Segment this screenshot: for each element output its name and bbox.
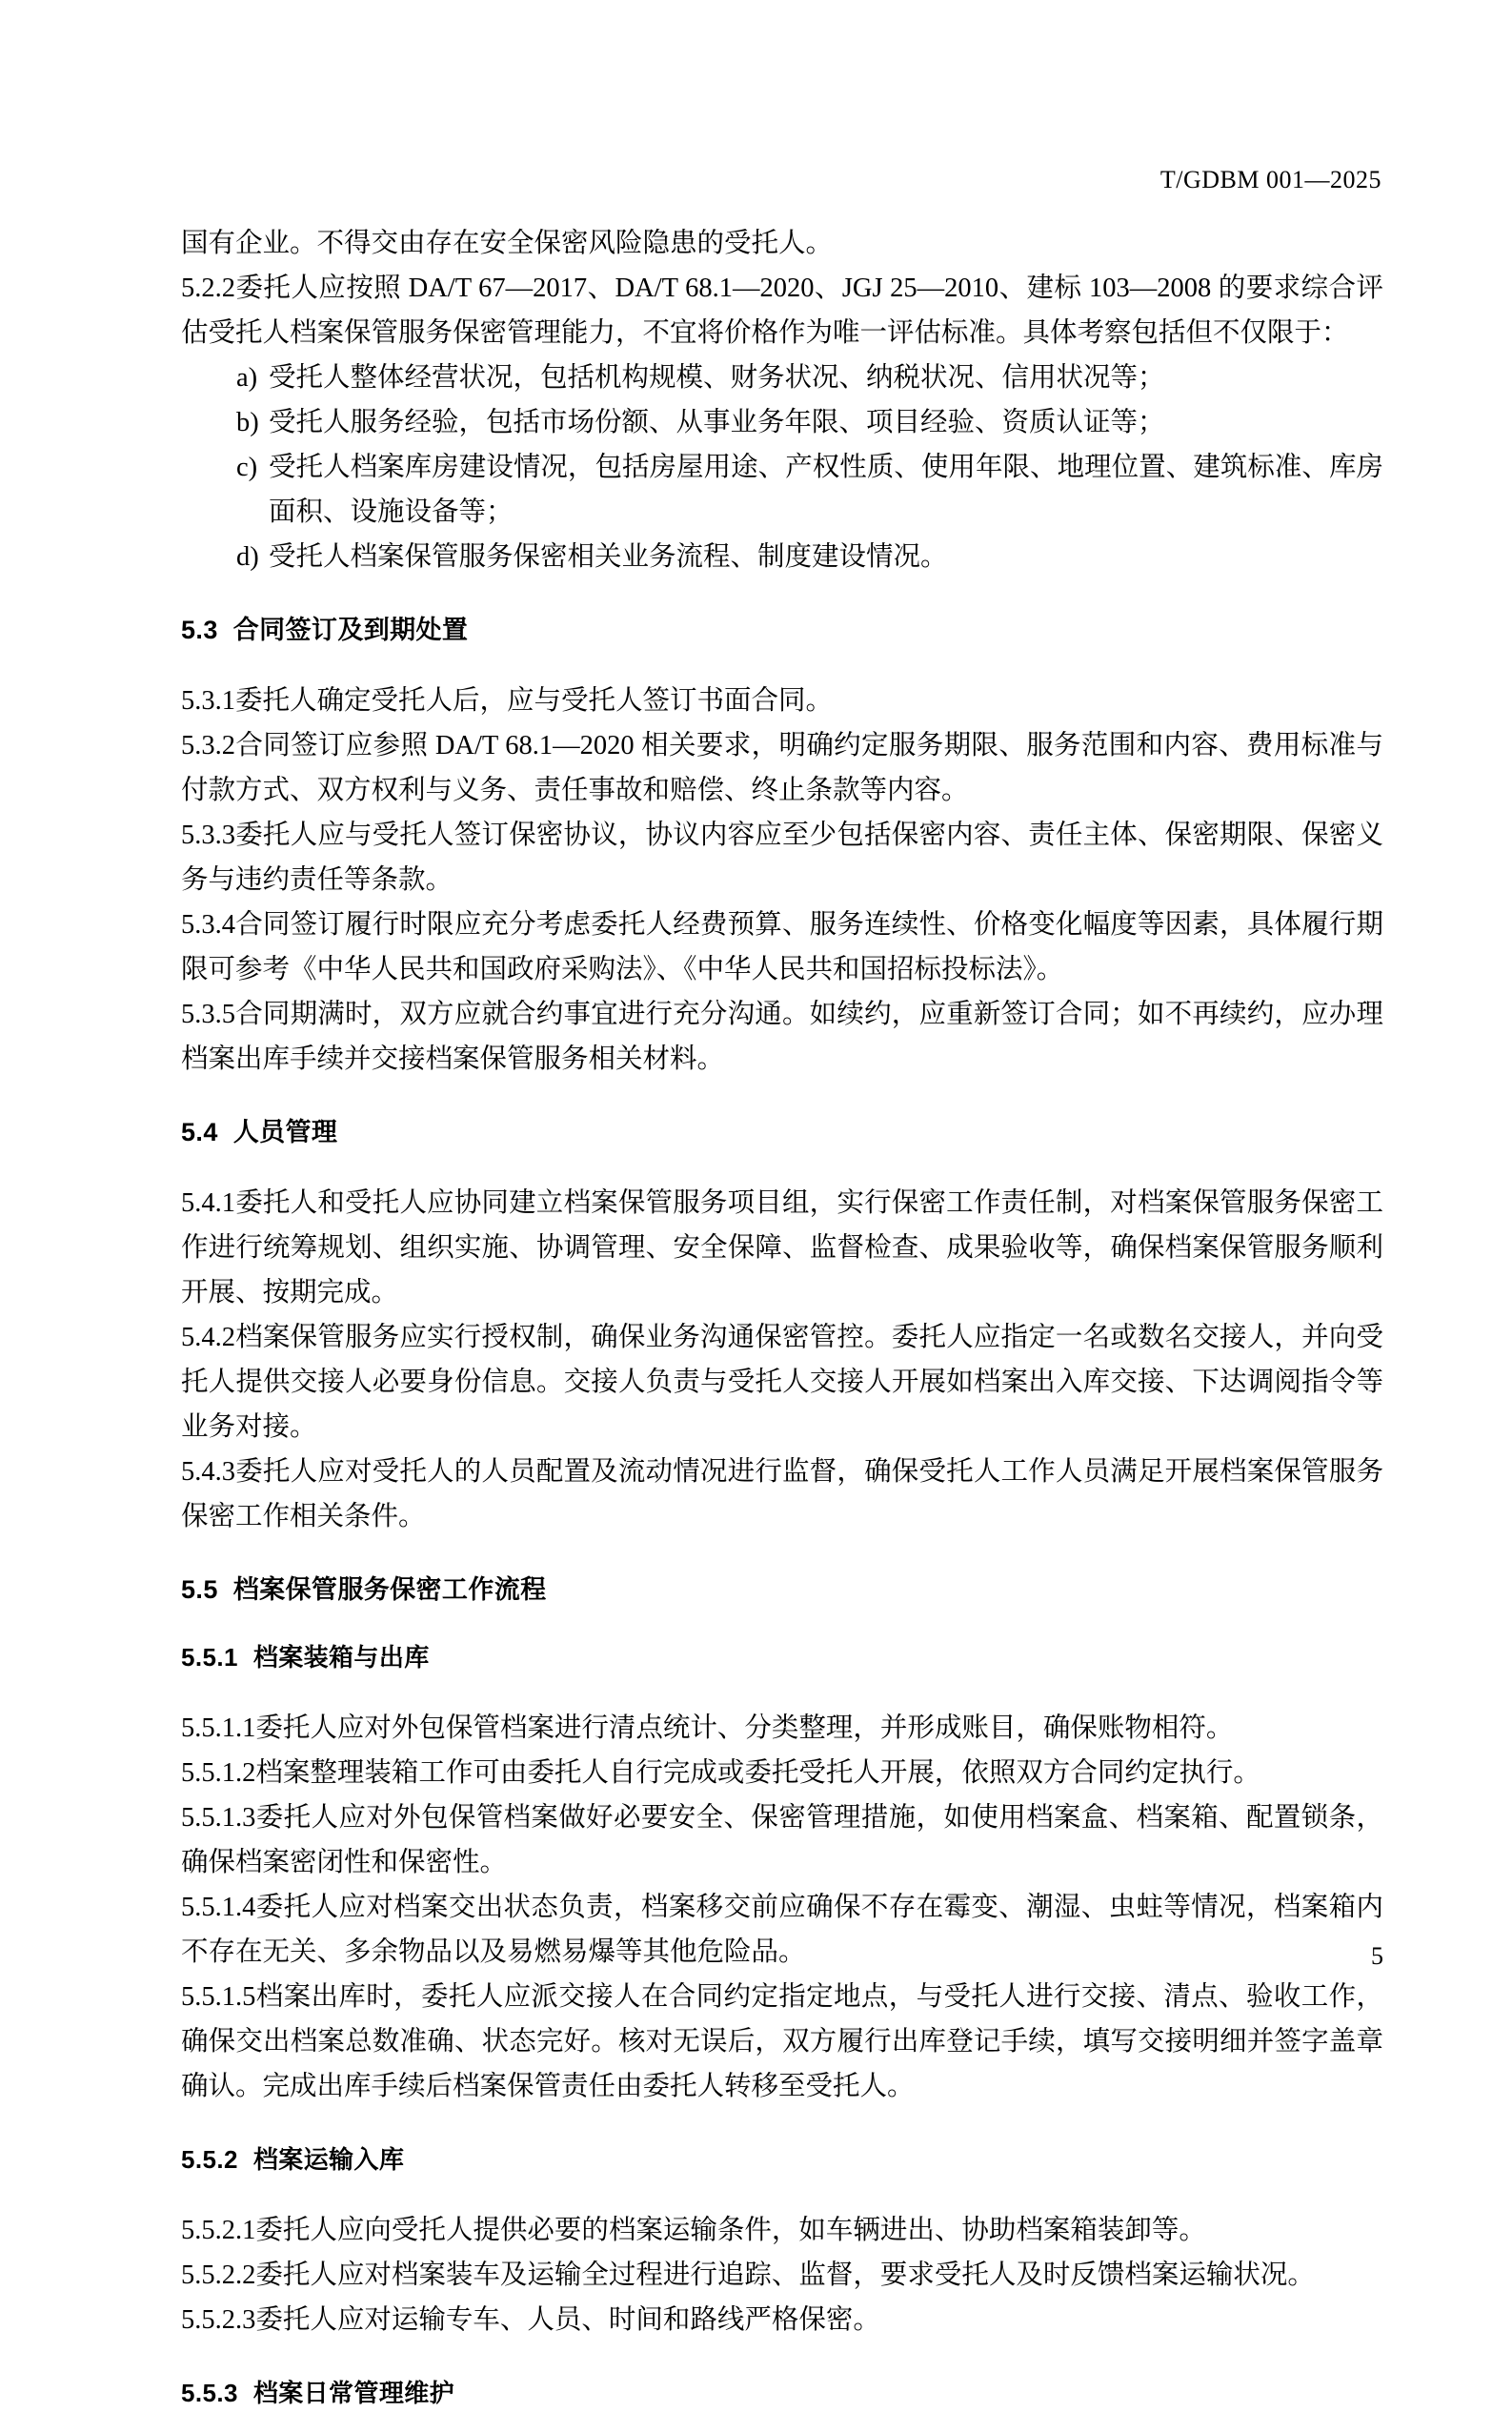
clause-text: 档案保管服务应实行授权制，确保业务沟通保密管控。委托人应指定一名或数名交接人，并向受托人提供交接人必要身份信息。交接人负责与受托人交接人开展如档案出入库交接、下达调阅指令等业务对接。 (181, 1323, 1383, 1442)
list-item (181, 535, 1383, 579)
heading-5-3 (181, 611, 1383, 649)
list-item-text: 受托人服务经验，包括市场份额、从事业务年限、项目经验、资质认证等； (269, 408, 1165, 437)
clause-text: 委托人应对外包保管档案做好必要安全、保密管理措施，如使用档案盒、档案箱、配置锁条，确保档案密闭性和保密性。 (181, 1803, 1383, 1877)
list-marker: b) (236, 408, 259, 437)
heading-title: 档案运输入库 (252, 2145, 405, 2174)
clause-5-3-2 (181, 723, 1383, 813)
list-item (181, 400, 1383, 445)
list-marker: c) (236, 453, 258, 482)
list-item-text: 受托人档案保管服务保密相关业务流程、制度建设情况。 (269, 542, 948, 572)
heading-number: 5.5.1 (181, 1643, 238, 1672)
clause-text: 合同签订履行时限应充分考虑委托人经费预算、服务连续性、价格变化幅度等因素，具体履行期限可参考《中华人民共和国政府采购法》、《中华人民共和国招标投标法》。 (181, 910, 1383, 984)
clause-text: 委托人应对受托人的人员配置及流动情况进行监督，确保受托人工作人员满足开展档案保管服务保密工作相关条件。 (181, 1457, 1383, 1531)
clause-number: 5.5.1.5 (181, 1982, 256, 2012)
clause-number: 5.3.5 (181, 1000, 235, 1029)
heading-number: 5.4 (181, 1118, 218, 1146)
clause-number: 5.2.2 (181, 274, 235, 303)
clause-number: 5.4.2 (181, 1323, 235, 1352)
clause-5-5-2-1 (181, 2208, 1383, 2253)
clause-5-5-2-2 (181, 2253, 1383, 2298)
heading-number: 5.3 (181, 616, 218, 644)
heading-5-4 (181, 1113, 1383, 1151)
clause-5-2-2 (181, 266, 1383, 355)
list-marker: d) (236, 542, 259, 572)
clause-text: 合同签订应参照 DA/T 68.1—2020 相关要求，明确约定服务期限、服务范围和内容、费用标准与付款方式、双方权利与义务、责任事故和赔偿、终止条款等内容。 (181, 731, 1383, 805)
continued-paragraph: 国有企业。不得交由存在安全保密风险隐患的受托人。 (181, 229, 834, 258)
clause-text: 委托人应对档案装车及运输全过程进行追踪、监督，要求受托人及时反馈档案运输状况。 (255, 2260, 1315, 2290)
clause-number: 5.3.2 (181, 731, 235, 760)
clause-5-3-4 (181, 902, 1383, 992)
heading-title: 档案装箱与出库 (252, 1643, 430, 1672)
heading-5-5-1 (181, 1638, 1383, 1676)
list-marker: a) (236, 363, 258, 393)
clause-number: 5.5.1.1 (181, 1713, 256, 1743)
clause-5-4-3 (181, 1449, 1383, 1539)
clause-5-3-3 (181, 813, 1383, 902)
clause-number: 5.3.3 (181, 821, 235, 850)
clause-5-5-1-1 (181, 1706, 1383, 1751)
clause-number: 5.4.3 (181, 1457, 235, 1487)
list-item (181, 445, 1383, 535)
clause-number: 5.5.1.3 (181, 1803, 256, 1833)
standard-number: T/GDBM 001—2025 (1159, 166, 1381, 193)
heading-title: 合同签订及到期处置 (232, 616, 469, 644)
clause-number: 5.5.2.3 (181, 2305, 256, 2335)
list-5-2-2 (181, 355, 1383, 579)
heading-5-5-2 (181, 2140, 1383, 2179)
clause-number: 5.3.4 (181, 910, 235, 940)
clause-text: 档案出库时，委托人应派交接人在合同约定指定地点，与受托人进行交接、清点、验收工作，确保交出档案总数准确、状态完好。核对无误后，双方履行出库登记手续，填写交接明细并签字盖章确认。完成出库手续后档案保管责任由委托人转移至受托人。 (181, 1982, 1383, 2101)
clause-text: 委托人应按照 DA/T 67—2017、DA/T 68.1—2020、JGJ 25—2010、建标 103—2008 的要求综合评估受托人档案保管服务保密管理能力，不宜将价格作为唯一评估标准。具体考察包括但不仅限于： (181, 274, 1383, 348)
page-number: 5 (1371, 1942, 1383, 1970)
clause-number: 5.3.1 (181, 686, 235, 716)
clause-number: 5.5.2.2 (181, 2260, 256, 2290)
list-item-text: 受托人整体经营状况，包括机构规模、财务状况、纳税状况、信用状况等； (269, 363, 1165, 393)
clause-number: 5.5.1.4 (181, 1893, 256, 1922)
clause-5-5-1-3 (181, 1795, 1383, 1885)
heading-number: 5.5 (181, 1575, 218, 1604)
clause-text: 委托人应向受托人提供必要的档案运输条件，如车辆进出、协助档案箱装卸等。 (255, 2216, 1206, 2245)
heading-5-5-3 (181, 2374, 1383, 2412)
clause-5-5-1-5 (181, 1975, 1383, 2109)
heading-title: 人员管理 (232, 1118, 338, 1146)
clause-text: 档案整理装箱工作可由委托人自行完成或委托受托人开展，依照双方合同约定执行。 (255, 1758, 1260, 1788)
running-header (181, 166, 1381, 194)
clause-number: 5.5.2.1 (181, 2216, 256, 2245)
heading-number: 5.5.2 (181, 2145, 238, 2174)
clause-5-5-1-2 (181, 1751, 1383, 1795)
heading-title: 档案日常管理维护 (252, 2379, 455, 2407)
clause-5-4-1 (181, 1181, 1383, 1315)
list-item (181, 355, 1383, 400)
document-body (181, 221, 1383, 2412)
clause-number: 5.5.1.2 (181, 1758, 256, 1788)
heading-title: 档案保管服务保密工作流程 (232, 1575, 547, 1604)
clause-text: 委托人应与受托人签订保密协议，协议内容应至少包括保密内容、责任主体、保密期限、保密义务与违约责任等条款。 (181, 821, 1383, 895)
clause-text: 委托人和受托人应协同建立档案保管服务项目组，实行保密工作责任制，对档案保管服务保密工作进行统筹规划、组织实施、协调管理、安全保障、监督检查、成果验收等，确保档案保管服务顺利开展、按期完成。 (181, 1188, 1383, 1307)
clause-text: 委托人应对外包保管档案进行清点统计、分类整理，并形成账目，确保账物相符。 (255, 1713, 1234, 1743)
clause-number: 5.4.1 (181, 1188, 235, 1218)
clause-5-3-1 (181, 679, 1383, 723)
clause-5-4-2 (181, 1315, 1383, 1449)
clause-5-3-5 (181, 992, 1383, 1082)
list-item-text: 受托人档案库房建设情况，包括房屋用途、产权性质、使用年限、地理位置、建筑标准、库房面积、设施设备等； (269, 453, 1383, 527)
clause-text: 委托人确定受托人后，应与受托人签订书面合同。 (235, 686, 834, 716)
clause-text: 委托人应对档案交出状态负责，档案移交前应确保不存在霉变、潮湿、虫蛀等情况，档案箱内不存在无关、多余物品以及易燃易爆等其他危险品。 (181, 1893, 1383, 1967)
heading-5-5 (181, 1571, 1383, 1609)
heading-number: 5.5.3 (181, 2379, 238, 2407)
clause-5-5-2-3 (181, 2298, 1383, 2342)
clause-text: 委托人应对运输专车、人员、时间和路线严格保密。 (255, 2305, 880, 2335)
clause-text: 合同期满时，双方应就合约事宜进行充分沟通。如续约，应重新签订合同；如不再续约，应办理档案出库手续并交接档案保管服务相关材料。 (181, 1000, 1383, 1074)
